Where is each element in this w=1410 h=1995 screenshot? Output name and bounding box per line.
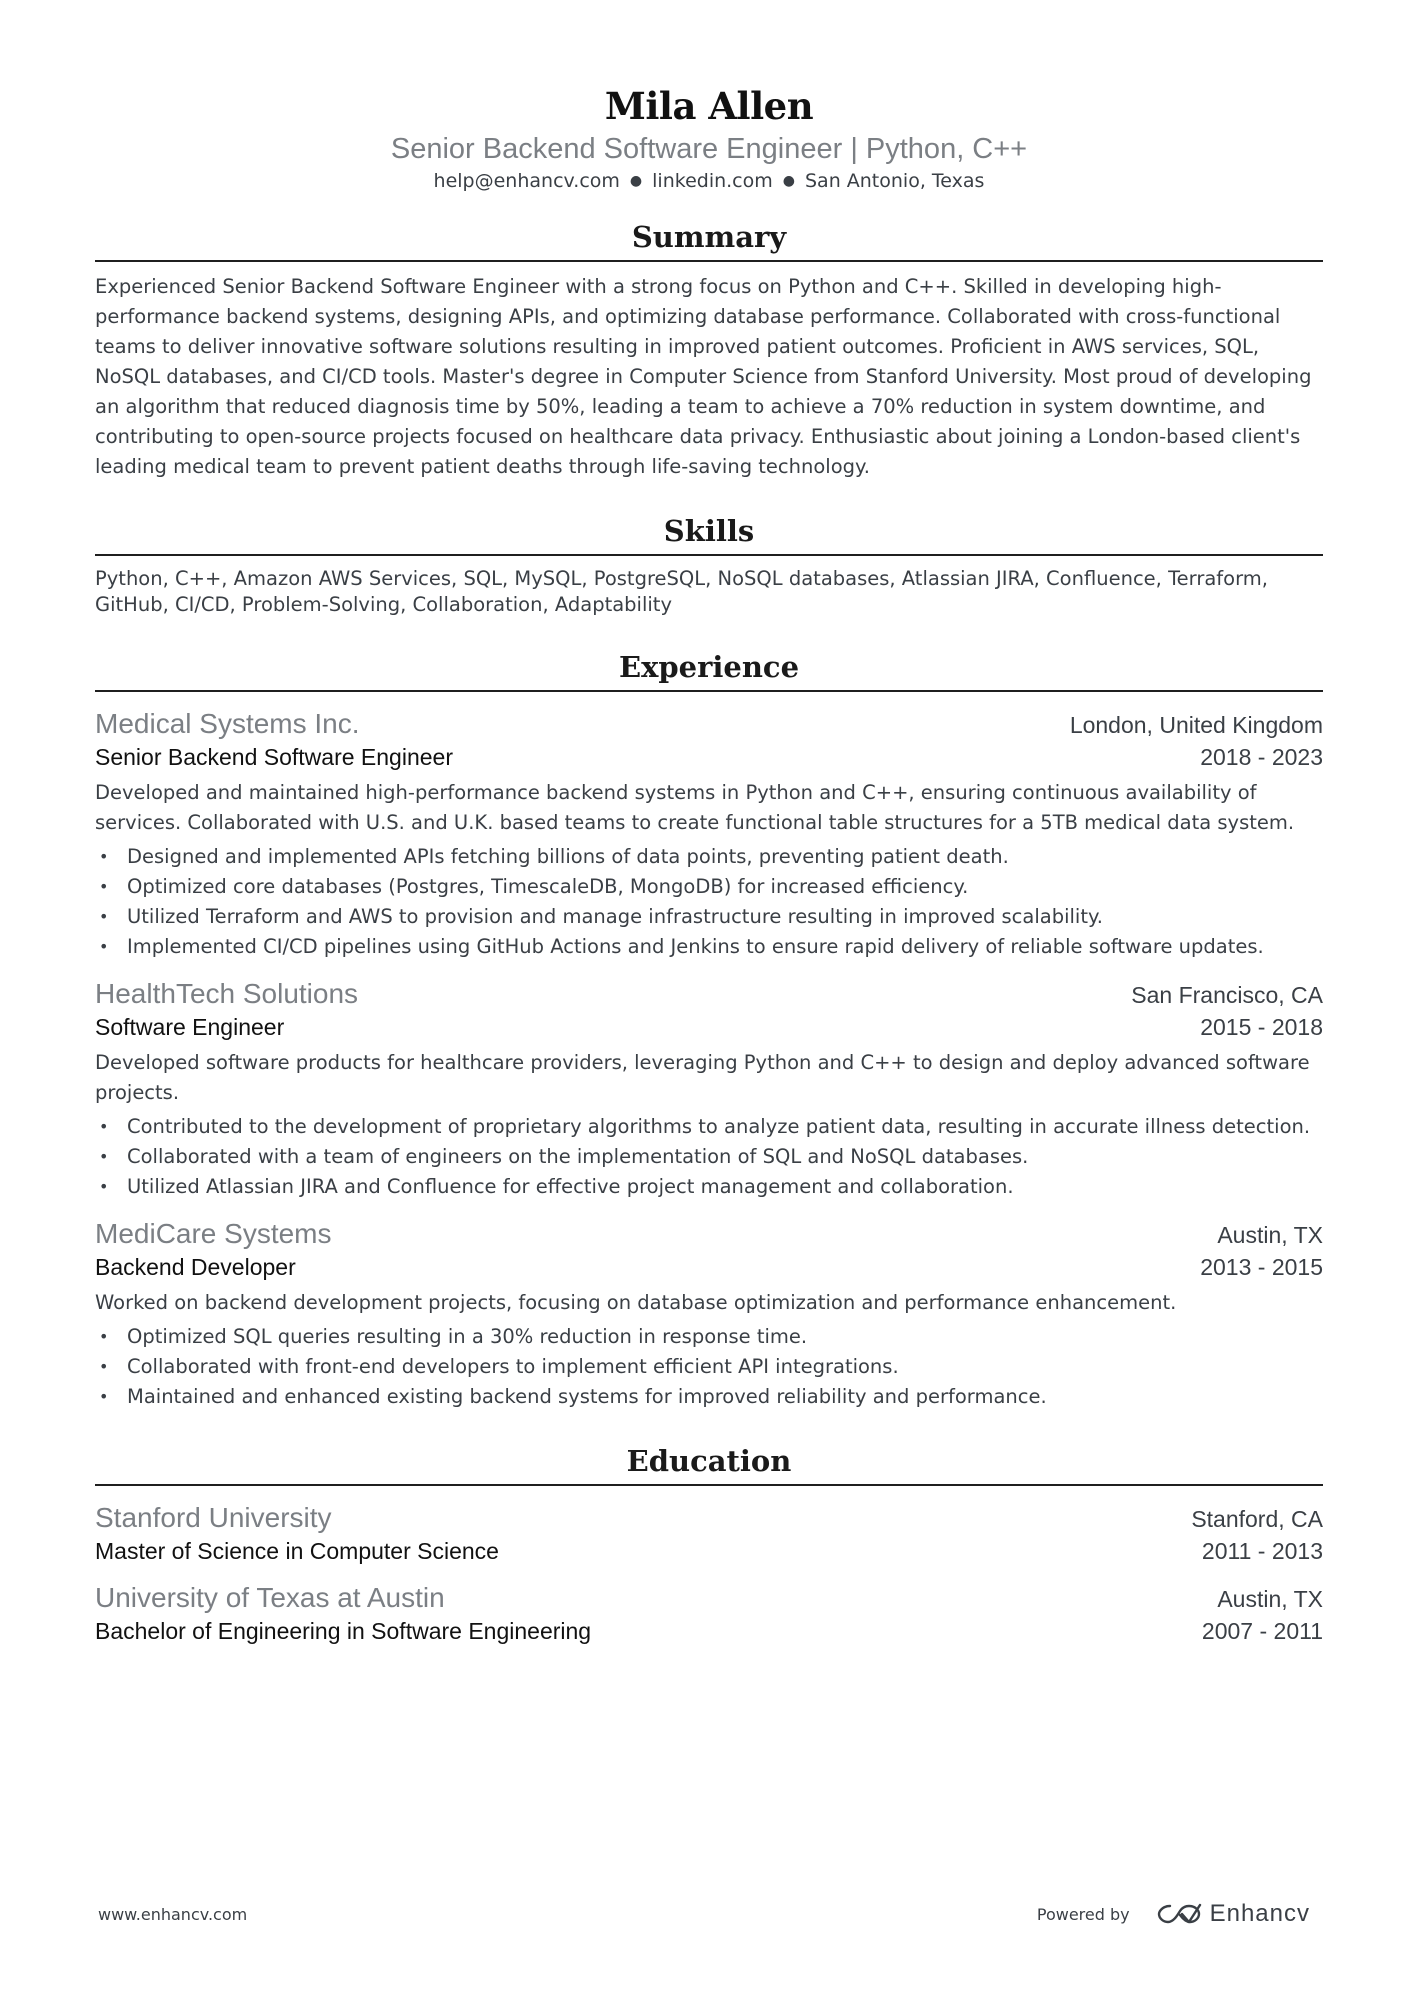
- list-item: • Implemented CI/CD pipelines using GitHub Actions and Jenkins to ensure rapid delivery of reliable software updates.: [95, 932, 1323, 962]
- skills-text: Python, C++, Amazon AWS Services, SQL, MySQL, PostgreSQL, NoSQL databases, Atlassian JIRA, Confluence, Terraform, GitHub, CI/CD, Problem-Solving, Collaboration, Adaptability: [95, 567, 1268, 616]
- brand-name: Enhancv: [1209, 1900, 1310, 1927]
- candidate-name: Mila Allen: [604, 84, 814, 128]
- experience-section: [95, 648, 1323, 1412]
- job-dates: 2018 - 2023: [1200, 744, 1323, 770]
- job-dates: 2013 - 2015: [1200, 1254, 1323, 1280]
- summary-text: Experienced Senior Backend Software Engineer with a strong focus on Python and C++. Skilled in developing high-performance backend systems, designing APIs, and optimizing database performance. Collaborated with cross-functional teams to deliver innovative software solutions resulting in improved patient outcomes. Proficient in AWS services, SQL, NoSQL databases, and CI/CD tools. Master's degree in Computer Science from Stanford University. Most proud of developing an algorithm that reduced diagnosis time by 50%, leading a team to achieve a 70% reduction in system downtime, and contributing to open-source projects focused on healthcare data privacy. Enthusiastic about joining a London-based client's leading medical team to prevent patient deaths through life-saving technology.: [95, 275, 1312, 478]
- job-title: Software Engineer: [95, 1014, 285, 1040]
- skills-section: [95, 512, 1323, 618]
- school-name: Stanford University: [95, 1502, 332, 1533]
- education-entry: [95, 1500, 1323, 1566]
- company-name: HealthTech Solutions: [95, 978, 359, 1009]
- job-title: Backend Developer: [95, 1254, 296, 1280]
- list-item: • Utilized Atlassian JIRA and Confluence for effective project management and collaboration.: [95, 1172, 1323, 1202]
- experience-title: Experience: [95, 648, 1323, 692]
- list-item: • Collaborated with a team of engineers on the implementation of SQL and NoSQL databases.: [95, 1142, 1323, 1172]
- education-section: [95, 1442, 1323, 1646]
- enhancv-logo-icon: [1156, 1902, 1204, 1926]
- footer-branding: [1037, 1900, 1310, 1928]
- separator-dot-icon: ●: [629, 173, 643, 189]
- summary-section: [95, 218, 1323, 482]
- summary-title: Summary: [95, 218, 1323, 262]
- education-entry: [95, 1580, 1323, 1646]
- contact-location: San Antonio, Texas: [804, 170, 985, 192]
- job-dates: 2015 - 2018: [1200, 1014, 1323, 1040]
- company-name: MediCare Systems: [95, 1218, 332, 1249]
- list-item: • Utilized Terraform and AWS to provision and manage infrastructure resulting in improved scalability.: [95, 902, 1323, 932]
- job-bullets: [95, 1322, 1323, 1412]
- job-bullets: [95, 1112, 1323, 1202]
- skills-title: Skills: [95, 512, 1323, 556]
- contact-email[interactable]: help@enhancv.com: [433, 170, 620, 192]
- education-title: Education: [95, 1442, 1323, 1486]
- job-location: London, United Kingdom: [1069, 712, 1323, 738]
- experience-entry: [95, 1216, 1323, 1412]
- education-dates: 2011 - 2013: [1201, 1538, 1323, 1564]
- candidate-headline: Senior Backend Software Engineer | Python, C++: [390, 133, 1028, 165]
- list-item: • Contributed to the development of proprietary algorithms to analyze patient data, resulting in accurate illness detection.: [95, 1112, 1323, 1142]
- job-location: San Francisco, CA: [1131, 982, 1323, 1008]
- list-item: • Maintained and enhanced existing backend systems for improved reliability and performance.: [95, 1382, 1323, 1412]
- contact-line: [95, 168, 1323, 194]
- job-title: Senior Backend Software Engineer: [95, 744, 453, 770]
- powered-by-label: Powered by: [1036, 1904, 1130, 1924]
- education-dates: 2007 - 2011: [1201, 1618, 1323, 1644]
- list-item: • Optimized SQL queries resulting in a 30% reduction in response time.: [95, 1322, 1323, 1352]
- school-location: Stanford, CA: [1191, 1506, 1323, 1532]
- footer-website-link[interactable]: www.enhancv.com: [98, 1904, 248, 1924]
- school-location: Austin, TX: [1217, 1586, 1323, 1612]
- job-location: Austin, TX: [1217, 1222, 1323, 1248]
- separator-dot-icon: ●: [782, 173, 795, 189]
- resume-page: [95, 0, 1323, 1646]
- page-footer: [98, 1900, 1310, 1928]
- company-name: Medical Systems Inc.: [95, 708, 360, 739]
- job-bullets: [95, 842, 1323, 962]
- school-name: University of Texas at Austin: [95, 1582, 445, 1613]
- resume-header: [95, 0, 1323, 194]
- degree: Bachelor of Engineering in Software Engineering: [95, 1618, 592, 1644]
- experience-entry: [95, 976, 1323, 1202]
- list-item: • Optimized core databases (Postgres, TimescaleDB, MongoDB) for increased efficiency.: [95, 872, 1323, 902]
- list-item: • Designed and implemented APIs fetching billions of data points, preventing patient death.: [95, 842, 1323, 872]
- contact-linkedin[interactable]: linkedin.com: [652, 170, 773, 192]
- job-description: Developed software products for healthcare providers, leveraging Python and C++ to design and deploy advanced software projects.: [95, 1051, 1310, 1104]
- brand-logo[interactable]: [1156, 1900, 1310, 1928]
- experience-entry: [95, 706, 1323, 962]
- degree: Master of Science in Computer Science: [95, 1538, 499, 1564]
- job-description: Developed and maintained high-performance backend systems in Python and C++, ensuring continuous availability of services. Collaborated with U.S. and U.K. based teams to create functional table structures for a 5TB medical data system.: [95, 781, 1295, 834]
- job-description: Worked on backend development projects, focusing on database optimization and performance enhancement.: [95, 1291, 1177, 1314]
- list-item: • Collaborated with front-end developers to implement efficient API integrations.: [95, 1352, 1323, 1382]
